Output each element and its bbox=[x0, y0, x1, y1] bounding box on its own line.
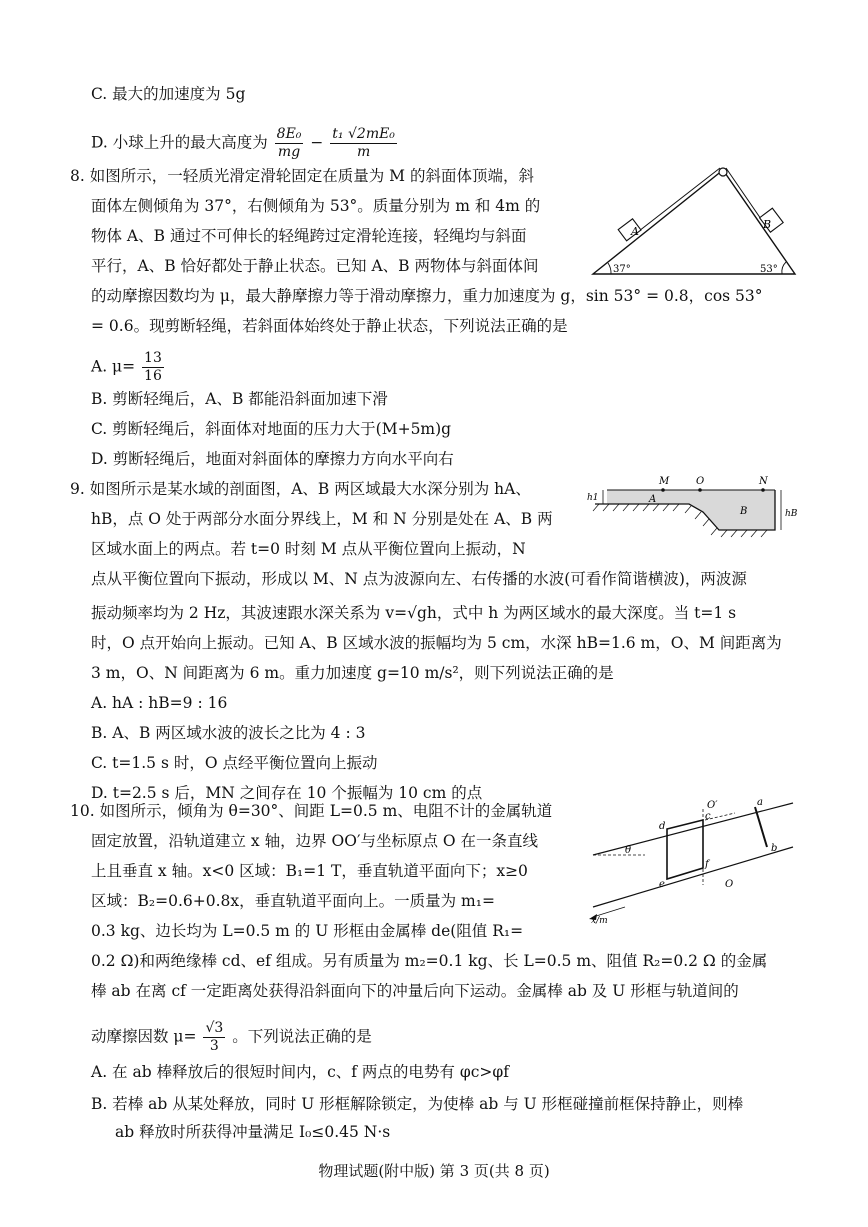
frac-den: m bbox=[356, 144, 371, 160]
frac-den: 3 bbox=[209, 1038, 219, 1054]
q10-stem-line: 上且垂直 x 轴。x<0 区域：B₁=1 T，垂直轨道平面向下；x≥0 bbox=[91, 862, 528, 880]
rod-ab bbox=[755, 807, 767, 847]
q10-mu-line bbox=[91, 1020, 372, 1055]
q8-stem-line: 面体左侧倾角为 37°，右侧倾角为 53°。质量分别为 m 和 4m 的 bbox=[91, 197, 541, 215]
label-f: f bbox=[705, 859, 709, 870]
q10-rails-figure bbox=[585, 795, 803, 925]
label-a: A bbox=[631, 225, 639, 238]
q10-stem-line: 棒 ab 在离 cf 一定距离处获得沿斜面向下的冲量后向下运动。金属棒 ab 及 U 形框与轨道间的 bbox=[91, 982, 739, 1000]
frac-num: 8E₀ bbox=[276, 126, 302, 142]
q8-stem-line: 平行，A、B 恰好都处于静止状态。已知 A、B 两物体与斜面体间 bbox=[91, 257, 539, 275]
minus-sign: − bbox=[310, 133, 324, 152]
q10-stem-line: 0.3 kg、边长均为 L=0.5 m 的 U 形框由金属棒 de(阻值 R₁= bbox=[91, 922, 524, 940]
point-m bbox=[661, 488, 665, 492]
q8-stem-line: 8. 如图所示，一轻质光滑定滑轮固定在质量为 M 的斜面体顶端，斜 bbox=[70, 167, 534, 185]
q8-stem-line: = 0.6。现剪断轻绳，若斜面体始终处于静止状态，下列说法正确的是 bbox=[91, 317, 568, 335]
q9-option-d: D. t=2.5 s 后，MN 之间存在 10 个振幅为 10 cm 的点 bbox=[91, 784, 483, 802]
q10-stem-line: 区域：B₂=0.6+0.8x，垂直轨道平面向上。一质量为 m₁= bbox=[91, 892, 495, 910]
rope-right bbox=[726, 168, 763, 222]
q8-option-a bbox=[91, 350, 166, 385]
frac-num: t₁ √2mE₀ bbox=[332, 126, 395, 142]
q9-stem-line: 振动频率均为 2 Hz，其波速跟水深关系为 v=√gh，式中 h 为两区域水的最大深度。当 t=1 s bbox=[91, 604, 737, 622]
rail-lower bbox=[593, 847, 793, 907]
q10-stem-line: 固定放置，沿轨道建立 x 轴，边界 OO′与坐标原点 O 在一条直线 bbox=[91, 832, 539, 850]
q10-stem-line: 0.2 Ω)和两绝缘棒 cd、ef 组成。另有质量为 m₂=0.1 kg、长 L=0.5 m、阻值 R₂=0.2 Ω 的金属 bbox=[91, 952, 768, 970]
label-n: N bbox=[759, 476, 768, 487]
label-m: M bbox=[659, 476, 670, 487]
frac-num: 13 bbox=[144, 350, 162, 366]
point-n bbox=[761, 488, 765, 492]
label-o: O bbox=[696, 476, 705, 487]
label-x-axis: x/m bbox=[591, 916, 608, 925]
q8-stem-line: 物体 A、B 通过不可伸长的轻绳跨过定滑轮连接，轻绳均与斜面 bbox=[91, 227, 527, 245]
rail-upper bbox=[593, 803, 793, 855]
page-footer: 物理试题(附中版) 第 3 页(共 8 页) bbox=[318, 1162, 550, 1180]
q10-option-a: A. 在 ab 棒释放后的很短时间内，c、f 两点的电势有 φc>φf bbox=[91, 1063, 509, 1081]
label-region-a: A bbox=[649, 494, 657, 505]
q7-option-d-prefix: D. 小球上升的最大高度为 bbox=[91, 133, 268, 152]
q10-stem-line: 10. 如图所示，倾角为 θ=30°、间距 L=0.5 m、电阻不计的金属轨道 bbox=[70, 802, 553, 820]
frac-num: √3 bbox=[205, 1020, 224, 1036]
rope-left bbox=[630, 168, 720, 238]
q10-option-b-line1: B. 若棒 ab 从某处释放，同时 U 形框解除锁定，为使棒 ab 与 U 形框碰撞前框保持静止，则棒 bbox=[91, 1095, 744, 1113]
q10-mu-suffix: 。下列说法正确的是 bbox=[232, 1027, 372, 1046]
q10-option-b-line2: ab 释放时所获得冲量满足 I₀≤0.45 N·s bbox=[115, 1123, 391, 1141]
q9-option-b: B. A、B 两区域水波的波长之比为 4 : 3 bbox=[91, 724, 366, 742]
label-d: d bbox=[659, 821, 666, 832]
frac-den: 16 bbox=[144, 368, 162, 384]
label-b: B bbox=[763, 218, 772, 231]
label-o: O bbox=[725, 879, 734, 890]
q7-fraction-1 bbox=[275, 126, 304, 161]
label-b: b bbox=[771, 843, 778, 854]
label-c: c bbox=[705, 811, 711, 822]
pulley-icon bbox=[719, 168, 727, 176]
q8-option-c: C. 剪断轻绳后，斜面体对地面的压力大于(M+5m)g bbox=[91, 420, 452, 438]
angle-right-label: 53° bbox=[760, 264, 778, 275]
q9-option-c: C. t=1.5 s 时，O 点经平衡位置向上振动 bbox=[91, 754, 378, 772]
q9-stem-line: hB，点 O 处于两部分水面分界线上，M 和 N 分别是处在 A、B 两 bbox=[91, 510, 553, 528]
q9-stem-line: 点从平衡位置向下振动，形成以 M、N 点为波源向左、右传播的水波(可看作简谐横波)，两波源 bbox=[91, 570, 747, 588]
q9-water-section-figure bbox=[585, 472, 803, 552]
angle-left-label: 37° bbox=[613, 264, 631, 275]
q8-option-b: B. 剪断轻绳后，A、B 都能沿斜面加速下滑 bbox=[91, 390, 388, 408]
label-a: a bbox=[757, 797, 763, 808]
label-e: e bbox=[659, 879, 665, 890]
label-region-b: B bbox=[740, 506, 748, 517]
q9-stem-line: 区域水面上的两点。若 t=0 时刻 M 点从平衡位置向上振动，N bbox=[91, 540, 526, 558]
q8-stem-line: 的动摩擦因数均为 μ，最大静摩擦力等于滑动摩擦力，重力加速度为 g，sin 53° = 0.8，cos 53° bbox=[91, 287, 763, 305]
q9-stem-line: 9. 如图所示是某水域的剖面图，A、B 两区域最大水深分别为 hA、 bbox=[70, 480, 531, 498]
q9-stem-line: 3 m，O、N 间距离为 6 m。重力加速度 g=10 m/s²，则下列说法正确的是 bbox=[91, 664, 614, 682]
q9-option-a: A. hA : hB=9 : 16 bbox=[91, 694, 228, 712]
q9-stem-line: 时，O 点开始向上振动。已知 A、B 区域水波的振幅均为 5 cm，水深 hB=1.6 m，O、M 间距离为 bbox=[91, 634, 782, 652]
u-frame bbox=[667, 820, 703, 879]
q7-fraction-2 bbox=[330, 126, 397, 161]
q7-option-d bbox=[91, 126, 399, 161]
label-hb: hB bbox=[785, 509, 798, 519]
label-o-prime: O′ bbox=[707, 800, 718, 811]
q10-mu-fraction bbox=[203, 1020, 225, 1055]
q8-option-a-prefix: A. μ= bbox=[91, 357, 136, 376]
q8-option-a-fraction bbox=[142, 350, 164, 385]
label-h1: h1 bbox=[587, 493, 599, 503]
point-o bbox=[698, 488, 702, 492]
q7-option-c: C. 最大的加速度为 5g bbox=[91, 85, 246, 103]
theta-label: θ bbox=[625, 845, 632, 856]
q8-option-d: D. 剪断轻绳后，地面对斜面体的摩擦力方向水平向右 bbox=[91, 450, 454, 468]
frac-den: mg bbox=[277, 144, 301, 160]
q10-mu-prefix: 动摩擦因数 μ= bbox=[91, 1027, 197, 1046]
q8-incline-figure bbox=[585, 162, 805, 280]
